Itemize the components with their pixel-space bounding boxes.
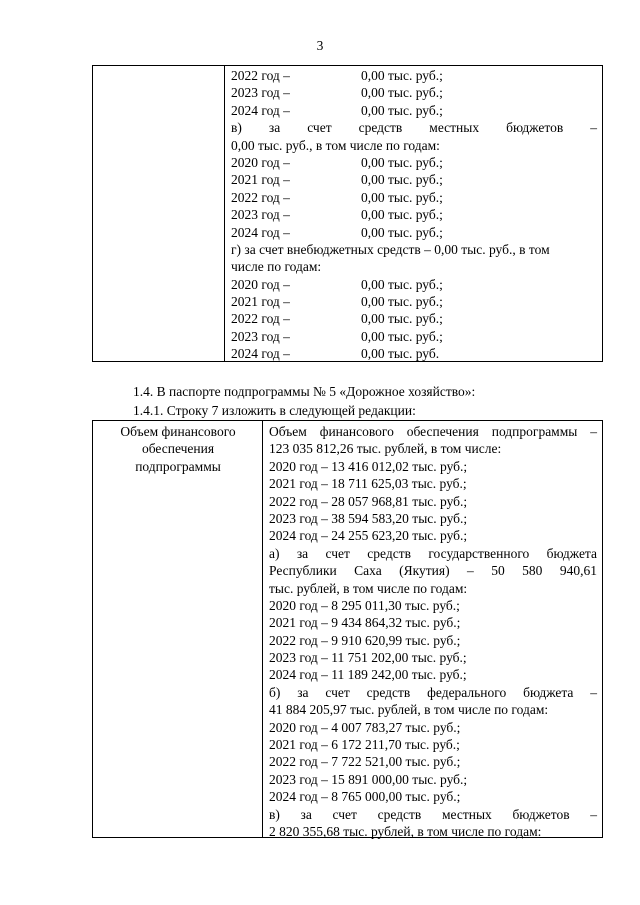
amount-value: 0,00 тыс. руб.;	[361, 85, 443, 101]
financing-line: 2024 год – 11 189 242,00 тыс. руб.;	[269, 667, 467, 683]
year-label: 2022 год –	[231, 189, 290, 205]
financing-line: 2021 год – 18 711 625,03 тыс. руб.;	[269, 476, 467, 492]
financing-line	[231, 154, 597, 171]
financing-line: 2024 год – 8 765 000,00 тыс. руб.;	[269, 789, 461, 805]
amount-value: 0,00 тыс. руб.;	[361, 102, 443, 118]
financing-line: Объем финансового обеспечения подпрограммы –	[269, 424, 597, 439]
amount-value: 0,00 тыс. руб.;	[361, 328, 443, 344]
financing-line	[231, 189, 597, 206]
financing-line: б) за счет средств федерального бюджета –	[269, 684, 597, 700]
amount-value: 0,00 тыс. руб.	[361, 346, 440, 362]
financing-line: 0,00 тыс. руб., в том числе по годам:	[231, 137, 440, 153]
year-label: 2023 год –	[231, 207, 290, 223]
financing-line: в) за счет средств местных бюджетов –	[231, 120, 597, 136]
financing-line: 2020 год – 8 295 011,30 тыс. руб.;	[269, 597, 460, 613]
financing-line	[231, 276, 597, 293]
financing-line	[231, 310, 597, 327]
financing-line	[231, 293, 597, 310]
subprogram-financing-lines	[269, 423, 597, 840]
page-number: 3	[316, 38, 324, 53]
amount-value: 0,00 тыс. руб.;	[361, 207, 443, 223]
financing-line: 2022 год – 7 722 521,00 тыс. руб.;	[269, 754, 461, 770]
subprogram-financing-table	[92, 420, 603, 838]
amount-value: 0,00 тыс. руб.;	[361, 276, 443, 292]
financing-lines	[231, 67, 597, 363]
financing-line: 2024 год – 24 255 623,20 тыс. руб.;	[269, 528, 468, 544]
financing-table-continued	[92, 65, 603, 362]
financing-line	[231, 84, 597, 101]
financing-line: 2020 год – 4 007 783,27 тыс. руб.;	[269, 719, 461, 735]
year-label: 2023 год –	[231, 85, 290, 101]
financing-line: 123 035 812,26 тыс. рублей, в том числе:	[269, 441, 502, 457]
financing-line: 41 884 205,97 тыс. рублей, в том числе по годам:	[269, 702, 549, 718]
year-label: 2020 год –	[231, 276, 290, 292]
amount-value: 0,00 тыс. руб.;	[361, 294, 443, 310]
financing-line: Республики Саха (Якутия) – 50 580 940,61	[269, 563, 597, 579]
amount-value: 0,00 тыс. руб.;	[361, 172, 443, 188]
financing-line	[231, 345, 597, 362]
year-label: 2022 год –	[231, 68, 290, 83]
amount-value: 0,00 тыс. руб.;	[361, 68, 443, 83]
section-1-4-heading: 1.4. В паспорте подпрограммы № 5 «Дорожное хозяйство»:	[133, 384, 476, 399]
financing-line: г) за счет внебюджетных средств – 0,00 тыс. руб., в том	[231, 241, 550, 257]
financing-volume-label: Объем финансового обеспечения подпрограммы	[120, 424, 236, 474]
financing-line: 2023 год – 11 751 202,00 тыс. руб.;	[269, 650, 467, 666]
year-label: 2024 год –	[231, 346, 290, 362]
financing-line: 2021 год – 6 172 211,70 тыс. руб.;	[269, 737, 460, 753]
financing-line	[231, 206, 597, 223]
financing-line: числе по годам:	[231, 259, 322, 275]
financing-line	[231, 67, 597, 84]
year-label: 2021 год –	[231, 294, 290, 310]
financing-line: 2 820 355,68 тыс. рублей, в том числе по годам:	[269, 823, 542, 839]
financing-line: 2023 год – 38 594 583,20 тыс. руб.;	[269, 510, 468, 526]
year-label: 2023 год –	[231, 328, 290, 344]
financing-line: тыс. рублей, в том числе по годам:	[269, 580, 468, 596]
financing-line	[231, 171, 597, 188]
financing-line: 2020 год – 13 416 012,02 тыс. руб.;	[269, 458, 468, 474]
amount-value: 0,00 тыс. руб.;	[361, 189, 443, 205]
financing-line: а) за счет средств государственного бюджета	[269, 545, 597, 561]
amount-value: 0,00 тыс. руб.;	[361, 224, 443, 240]
financing-line: в) за счет средств местных бюджетов –	[269, 806, 597, 822]
financing-line	[231, 102, 597, 119]
year-label: 2024 год –	[231, 102, 290, 118]
financing-line: 2023 год – 15 891 000,00 тыс. руб.;	[269, 771, 468, 787]
financing-line	[231, 328, 597, 345]
financing-line	[231, 224, 597, 241]
year-label: 2021 год –	[231, 172, 290, 188]
year-label: 2024 год –	[231, 224, 290, 240]
financing-line: 2021 год – 9 434 864,32 тыс. руб.;	[269, 615, 461, 631]
amount-value: 0,00 тыс. руб.;	[361, 154, 443, 170]
section-1-4-1-heading: 1.4.1. Строку 7 изложить в следующей редакции:	[133, 403, 416, 418]
year-label: 2022 год –	[231, 311, 290, 327]
year-label: 2020 год –	[231, 154, 290, 170]
amount-value: 0,00 тыс. руб.;	[361, 311, 443, 327]
financing-line: 2022 год – 9 910 620,99 тыс. руб.;	[269, 632, 461, 648]
financing-line: 2022 год – 28 057 968,81 тыс. руб.;	[269, 493, 468, 509]
